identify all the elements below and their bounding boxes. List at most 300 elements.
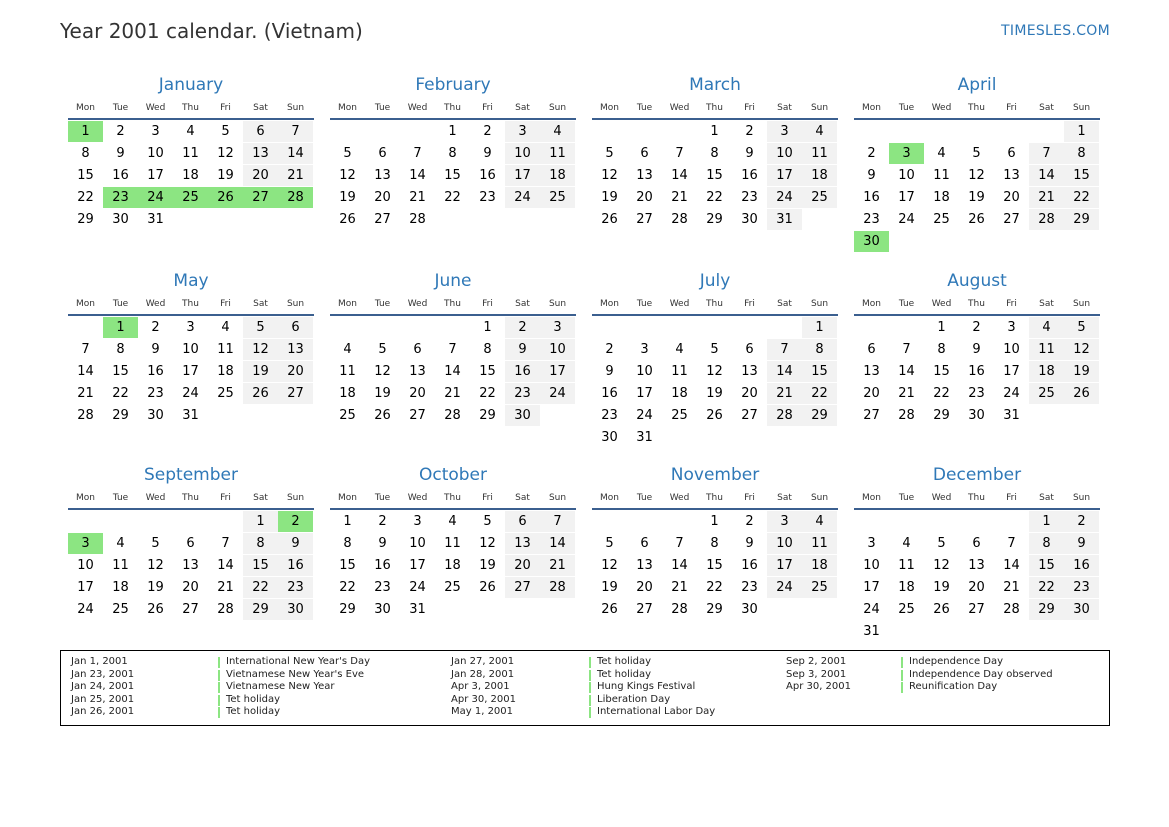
- day-cell[interactable]: 21: [767, 383, 802, 404]
- day-cell[interactable]: 31: [863, 624, 880, 639]
- day-cell[interactable]: 28: [1003, 602, 1020, 617]
- day-cell[interactable]: 11: [1029, 339, 1064, 360]
- day-cell[interactable]: 17: [636, 386, 653, 401]
- day-cell[interactable]: 29: [933, 408, 950, 423]
- day-cell[interactable]: 29: [243, 599, 278, 620]
- day-cell[interactable]: 5: [378, 342, 387, 357]
- day-cell[interactable]: 11: [444, 536, 461, 551]
- day-cell[interactable]: 14: [77, 364, 94, 379]
- day-cell[interactable]: 11: [802, 143, 837, 164]
- day-cell[interactable]: 20: [374, 190, 391, 205]
- day-cell[interactable]: 17: [182, 364, 199, 379]
- day-cell[interactable]: 29: [77, 212, 94, 227]
- day-cell[interactable]: 3: [186, 320, 195, 335]
- day-cell[interactable]: 21: [278, 165, 313, 186]
- day-cell[interactable]: 22: [444, 190, 461, 205]
- day-cell[interactable]: 27: [968, 602, 985, 617]
- day-cell[interactable]: 1: [1064, 121, 1099, 142]
- day-cell[interactable]: 6: [243, 121, 278, 142]
- day-cell[interactable]: 8: [802, 339, 837, 360]
- day-cell[interactable]: 7: [767, 339, 802, 360]
- day-cell[interactable]: 17: [898, 190, 915, 205]
- day-cell[interactable]: 6: [640, 536, 649, 551]
- day-cell[interactable]: 11: [898, 558, 915, 573]
- day-cell[interactable]: 8: [710, 536, 719, 551]
- site-logo[interactable]: TIMESLES.COM: [1001, 23, 1110, 39]
- day-cell[interactable]: 17: [863, 580, 880, 595]
- day-cell[interactable]: 27: [409, 408, 426, 423]
- day-cell[interactable]: 23: [741, 190, 758, 205]
- day-cell[interactable]: 24: [505, 187, 540, 208]
- day-cell[interactable]: 9: [378, 536, 387, 551]
- day-cell[interactable]: 15: [479, 364, 496, 379]
- day-cell[interactable]: 5: [972, 146, 981, 161]
- day-cell[interactable]: 24: [182, 386, 199, 401]
- day-cell[interactable]: 8: [1064, 143, 1099, 164]
- day-cell[interactable]: 21: [1003, 580, 1020, 595]
- day-cell[interactable]: 16: [968, 364, 985, 379]
- day-cell[interactable]: 9: [505, 339, 540, 360]
- day-cell[interactable]: 10: [409, 536, 426, 551]
- day-cell[interactable]: 23: [374, 580, 391, 595]
- day-cell[interactable]: 10: [863, 558, 880, 573]
- day-cell[interactable]: 11: [339, 364, 356, 379]
- day-cell[interactable]: 12: [479, 536, 496, 551]
- holiday-day-cell[interactable]: 3: [68, 533, 103, 554]
- day-cell[interactable]: 15: [1064, 165, 1099, 186]
- day-cell[interactable]: 27: [182, 602, 199, 617]
- day-cell[interactable]: 26: [601, 212, 618, 227]
- day-cell[interactable]: 19: [374, 386, 391, 401]
- day-cell[interactable]: 30: [601, 430, 618, 445]
- day-cell[interactable]: 8: [483, 342, 492, 357]
- day-cell[interactable]: 5: [151, 536, 160, 551]
- day-cell[interactable]: 11: [802, 533, 837, 554]
- day-cell[interactable]: 19: [933, 580, 950, 595]
- holiday-day-cell[interactable]: 24: [138, 187, 173, 208]
- day-cell[interactable]: 30: [741, 602, 758, 617]
- day-cell[interactable]: 2: [505, 317, 540, 338]
- day-cell[interactable]: 2: [1064, 511, 1099, 532]
- day-cell[interactable]: 31: [1003, 408, 1020, 423]
- day-cell[interactable]: 5: [343, 146, 352, 161]
- day-cell[interactable]: 5: [483, 514, 492, 529]
- day-cell[interactable]: 21: [409, 190, 426, 205]
- day-cell[interactable]: 28: [767, 405, 802, 426]
- day-cell[interactable]: 30: [505, 405, 540, 426]
- holiday-day-cell[interactable]: 30: [854, 231, 889, 252]
- day-cell[interactable]: 3: [867, 536, 876, 551]
- day-cell[interactable]: 18: [1029, 361, 1064, 382]
- day-cell[interactable]: 1: [710, 124, 719, 139]
- day-cell[interactable]: 31: [182, 408, 199, 423]
- day-cell[interactable]: 21: [671, 190, 688, 205]
- day-cell[interactable]: 18: [112, 580, 129, 595]
- day-cell[interactable]: 25: [339, 408, 356, 423]
- day-cell[interactable]: 29: [339, 602, 356, 617]
- day-cell[interactable]: 26: [968, 212, 985, 227]
- day-cell[interactable]: 30: [1064, 599, 1099, 620]
- day-cell[interactable]: 2: [116, 124, 125, 139]
- day-cell[interactable]: 12: [933, 558, 950, 573]
- day-cell[interactable]: 24: [1003, 386, 1020, 401]
- day-cell[interactable]: 19: [601, 190, 618, 205]
- day-cell[interactable]: 10: [540, 339, 575, 360]
- day-cell[interactable]: 7: [675, 146, 684, 161]
- holiday-day-cell[interactable]: 28: [278, 187, 313, 208]
- day-cell[interactable]: 4: [675, 342, 684, 357]
- day-cell[interactable]: 7: [221, 536, 230, 551]
- day-cell[interactable]: 10: [182, 342, 199, 357]
- holiday-day-cell[interactable]: 3: [889, 143, 924, 164]
- day-cell[interactable]: 8: [710, 146, 719, 161]
- day-cell[interactable]: 5: [1064, 317, 1099, 338]
- day-cell[interactable]: 25: [1029, 383, 1064, 404]
- day-cell[interactable]: 29: [706, 212, 723, 227]
- day-cell[interactable]: 29: [1029, 599, 1064, 620]
- day-cell[interactable]: 5: [221, 124, 230, 139]
- day-cell[interactable]: 17: [505, 165, 540, 186]
- day-cell[interactable]: 14: [898, 364, 915, 379]
- day-cell[interactable]: 7: [1007, 536, 1016, 551]
- day-cell[interactable]: 20: [741, 386, 758, 401]
- day-cell[interactable]: 18: [182, 168, 199, 183]
- day-cell[interactable]: 9: [278, 533, 313, 554]
- day-cell[interactable]: 17: [77, 580, 94, 595]
- day-cell[interactable]: 24: [77, 602, 94, 617]
- day-cell[interactable]: 23: [479, 190, 496, 205]
- day-cell[interactable]: 13: [1003, 168, 1020, 183]
- day-cell[interactable]: 20: [1003, 190, 1020, 205]
- day-cell[interactable]: 27: [636, 602, 653, 617]
- day-cell[interactable]: 16: [278, 555, 313, 576]
- day-cell[interactable]: 4: [802, 121, 837, 142]
- day-cell[interactable]: 20: [636, 580, 653, 595]
- day-cell[interactable]: 27: [1003, 212, 1020, 227]
- day-cell[interactable]: 21: [77, 386, 94, 401]
- day-cell[interactable]: 29: [802, 405, 837, 426]
- day-cell[interactable]: 13: [374, 168, 391, 183]
- day-cell[interactable]: 17: [540, 361, 575, 382]
- day-cell[interactable]: 27: [278, 383, 313, 404]
- day-cell[interactable]: 10: [77, 558, 94, 573]
- day-cell[interactable]: 6: [378, 146, 387, 161]
- day-cell[interactable]: 15: [1029, 555, 1064, 576]
- day-cell[interactable]: 16: [863, 190, 880, 205]
- day-cell[interactable]: 12: [601, 168, 618, 183]
- day-cell[interactable]: 11: [217, 342, 234, 357]
- day-cell[interactable]: 19: [968, 190, 985, 205]
- holiday-day-cell[interactable]: 25: [173, 187, 208, 208]
- day-cell[interactable]: 26: [601, 602, 618, 617]
- day-cell[interactable]: 16: [741, 558, 758, 573]
- day-cell[interactable]: 20: [182, 580, 199, 595]
- day-cell[interactable]: 16: [112, 168, 129, 183]
- day-cell[interactable]: 18: [802, 555, 837, 576]
- day-cell[interactable]: 14: [671, 558, 688, 573]
- day-cell[interactable]: 3: [151, 124, 160, 139]
- day-cell[interactable]: 27: [374, 212, 391, 227]
- day-cell[interactable]: 31: [636, 430, 653, 445]
- day-cell[interactable]: 9: [151, 342, 160, 357]
- day-cell[interactable]: 13: [182, 558, 199, 573]
- day-cell[interactable]: 18: [540, 165, 575, 186]
- day-cell[interactable]: 15: [243, 555, 278, 576]
- day-cell[interactable]: 20: [278, 361, 313, 382]
- day-cell[interactable]: 28: [409, 212, 426, 227]
- day-cell[interactable]: 10: [636, 364, 653, 379]
- day-cell[interactable]: 13: [863, 364, 880, 379]
- day-cell[interactable]: 15: [112, 364, 129, 379]
- day-cell[interactable]: 14: [278, 143, 313, 164]
- day-cell[interactable]: 31: [767, 209, 802, 230]
- day-cell[interactable]: 1: [710, 514, 719, 529]
- day-cell[interactable]: 2: [745, 124, 754, 139]
- day-cell[interactable]: 19: [479, 558, 496, 573]
- day-cell[interactable]: 18: [217, 364, 234, 379]
- day-cell[interactable]: 26: [479, 580, 496, 595]
- day-cell[interactable]: 30: [112, 212, 129, 227]
- day-cell[interactable]: 2: [745, 514, 754, 529]
- day-cell[interactable]: 29: [479, 408, 496, 423]
- day-cell[interactable]: 9: [972, 342, 981, 357]
- day-cell[interactable]: 2: [483, 124, 492, 139]
- day-cell[interactable]: 16: [374, 558, 391, 573]
- day-cell[interactable]: 28: [77, 408, 94, 423]
- day-cell[interactable]: 26: [374, 408, 391, 423]
- day-cell[interactable]: 8: [343, 536, 352, 551]
- day-cell[interactable]: 7: [448, 342, 457, 357]
- day-cell[interactable]: 25: [802, 187, 837, 208]
- day-cell[interactable]: 15: [339, 558, 356, 573]
- day-cell[interactable]: 7: [540, 511, 575, 532]
- day-cell[interactable]: 16: [505, 361, 540, 382]
- day-cell[interactable]: 10: [767, 533, 802, 554]
- day-cell[interactable]: 21: [217, 580, 234, 595]
- day-cell[interactable]: 29: [1064, 209, 1099, 230]
- day-cell[interactable]: 29: [706, 602, 723, 617]
- day-cell[interactable]: 4: [802, 511, 837, 532]
- day-cell[interactable]: 3: [505, 121, 540, 142]
- day-cell[interactable]: 9: [483, 146, 492, 161]
- day-cell[interactable]: 28: [671, 602, 688, 617]
- day-cell[interactable]: 8: [937, 342, 946, 357]
- day-cell[interactable]: 17: [1003, 364, 1020, 379]
- day-cell[interactable]: 20: [243, 165, 278, 186]
- day-cell[interactable]: 20: [863, 386, 880, 401]
- day-cell[interactable]: 27: [863, 408, 880, 423]
- day-cell[interactable]: 10: [505, 143, 540, 164]
- day-cell[interactable]: 8: [81, 146, 90, 161]
- day-cell[interactable]: 14: [671, 168, 688, 183]
- day-cell[interactable]: 18: [802, 165, 837, 186]
- day-cell[interactable]: 1: [802, 317, 837, 338]
- day-cell[interactable]: 20: [636, 190, 653, 205]
- day-cell[interactable]: 11: [671, 364, 688, 379]
- day-cell[interactable]: 4: [1029, 317, 1064, 338]
- day-cell[interactable]: 2: [867, 146, 876, 161]
- day-cell[interactable]: 25: [671, 408, 688, 423]
- day-cell[interactable]: 1: [1029, 511, 1064, 532]
- day-cell[interactable]: 19: [601, 580, 618, 595]
- day-cell[interactable]: 21: [1029, 187, 1064, 208]
- day-cell[interactable]: 8: [1029, 533, 1064, 554]
- day-cell[interactable]: 12: [147, 558, 164, 573]
- day-cell[interactable]: 10: [898, 168, 915, 183]
- day-cell[interactable]: 6: [972, 536, 981, 551]
- day-cell[interactable]: 27: [505, 577, 540, 598]
- day-cell[interactable]: 4: [937, 146, 946, 161]
- day-cell[interactable]: 14: [1003, 558, 1020, 573]
- day-cell[interactable]: 13: [278, 339, 313, 360]
- day-cell[interactable]: 3: [540, 317, 575, 338]
- day-cell[interactable]: 2: [605, 342, 614, 357]
- day-cell[interactable]: 22: [706, 190, 723, 205]
- day-cell[interactable]: 8: [448, 146, 457, 161]
- day-cell[interactable]: 15: [933, 364, 950, 379]
- day-cell[interactable]: 21: [444, 386, 461, 401]
- day-cell[interactable]: 4: [448, 514, 457, 529]
- day-cell[interactable]: 15: [706, 168, 723, 183]
- day-cell[interactable]: 6: [867, 342, 876, 357]
- day-cell[interactable]: 17: [409, 558, 426, 573]
- day-cell[interactable]: 28: [217, 602, 234, 617]
- day-cell[interactable]: 13: [968, 558, 985, 573]
- day-cell[interactable]: 6: [505, 511, 540, 532]
- day-cell[interactable]: 30: [278, 599, 313, 620]
- day-cell[interactable]: 27: [741, 408, 758, 423]
- day-cell[interactable]: 22: [339, 580, 356, 595]
- day-cell[interactable]: 9: [745, 536, 754, 551]
- day-cell[interactable]: 11: [112, 558, 129, 573]
- day-cell[interactable]: 15: [444, 168, 461, 183]
- day-cell[interactable]: 31: [409, 602, 426, 617]
- day-cell[interactable]: 12: [243, 339, 278, 360]
- day-cell[interactable]: 3: [1007, 320, 1016, 335]
- day-cell[interactable]: 12: [374, 364, 391, 379]
- day-cell[interactable]: 28: [444, 408, 461, 423]
- day-cell[interactable]: 31: [147, 212, 164, 227]
- day-cell[interactable]: 3: [767, 121, 802, 142]
- holiday-day-cell[interactable]: 27: [243, 187, 278, 208]
- day-cell[interactable]: 28: [671, 212, 688, 227]
- day-cell[interactable]: 25: [112, 602, 129, 617]
- day-cell[interactable]: 9: [745, 146, 754, 161]
- day-cell[interactable]: 23: [601, 408, 618, 423]
- day-cell[interactable]: 6: [745, 342, 754, 357]
- day-cell[interactable]: 27: [636, 212, 653, 227]
- day-cell[interactable]: 26: [706, 408, 723, 423]
- day-cell[interactable]: 5: [937, 536, 946, 551]
- day-cell[interactable]: 11: [182, 146, 199, 161]
- day-cell[interactable]: 21: [540, 555, 575, 576]
- day-cell[interactable]: 22: [243, 577, 278, 598]
- day-cell[interactable]: 18: [933, 190, 950, 205]
- day-cell[interactable]: 22: [479, 386, 496, 401]
- day-cell[interactable]: 26: [147, 602, 164, 617]
- day-cell[interactable]: 23: [278, 577, 313, 598]
- day-cell[interactable]: 4: [186, 124, 195, 139]
- day-cell[interactable]: 20: [409, 386, 426, 401]
- day-cell[interactable]: 16: [1064, 555, 1099, 576]
- day-cell[interactable]: 29: [112, 408, 129, 423]
- day-cell[interactable]: 7: [413, 146, 422, 161]
- day-cell[interactable]: 7: [675, 536, 684, 551]
- day-cell[interactable]: 12: [601, 558, 618, 573]
- day-cell[interactable]: 4: [343, 342, 352, 357]
- day-cell[interactable]: 19: [217, 168, 234, 183]
- day-cell[interactable]: 4: [221, 320, 230, 335]
- day-cell[interactable]: 13: [636, 558, 653, 573]
- day-cell[interactable]: 25: [540, 187, 575, 208]
- day-cell[interactable]: 13: [636, 168, 653, 183]
- day-cell[interactable]: 17: [767, 555, 802, 576]
- day-cell[interactable]: 23: [741, 580, 758, 595]
- day-cell[interactable]: 26: [1064, 383, 1099, 404]
- day-cell[interactable]: 24: [636, 408, 653, 423]
- day-cell[interactable]: 2: [972, 320, 981, 335]
- day-cell[interactable]: 4: [902, 536, 911, 551]
- day-cell[interactable]: 6: [1007, 146, 1016, 161]
- day-cell[interactable]: 1: [483, 320, 492, 335]
- day-cell[interactable]: 14: [767, 361, 802, 382]
- day-cell[interactable]: 11: [933, 168, 950, 183]
- day-cell[interactable]: 9: [605, 364, 614, 379]
- day-cell[interactable]: 22: [112, 386, 129, 401]
- day-cell[interactable]: 16: [741, 168, 758, 183]
- day-cell[interactable]: 26: [339, 212, 356, 227]
- holiday-day-cell[interactable]: 2: [278, 511, 313, 532]
- day-cell[interactable]: 14: [409, 168, 426, 183]
- day-cell[interactable]: 24: [898, 212, 915, 227]
- day-cell[interactable]: 12: [217, 146, 234, 161]
- day-cell[interactable]: 15: [802, 361, 837, 382]
- day-cell[interactable]: 19: [243, 361, 278, 382]
- day-cell[interactable]: 5: [605, 146, 614, 161]
- day-cell[interactable]: 1: [243, 511, 278, 532]
- day-cell[interactable]: 19: [706, 386, 723, 401]
- day-cell[interactable]: 25: [444, 580, 461, 595]
- day-cell[interactable]: 28: [540, 577, 575, 598]
- day-cell[interactable]: 16: [601, 386, 618, 401]
- day-cell[interactable]: 24: [863, 602, 880, 617]
- day-cell[interactable]: 3: [413, 514, 422, 529]
- day-cell[interactable]: 14: [217, 558, 234, 573]
- day-cell[interactable]: 2: [378, 514, 387, 529]
- day-cell[interactable]: 9: [1064, 533, 1099, 554]
- day-cell[interactable]: 22: [1064, 187, 1099, 208]
- day-cell[interactable]: 26: [933, 602, 950, 617]
- day-cell[interactable]: 12: [706, 364, 723, 379]
- day-cell[interactable]: 17: [147, 168, 164, 183]
- day-cell[interactable]: 15: [77, 168, 94, 183]
- day-cell[interactable]: 19: [339, 190, 356, 205]
- day-cell[interactable]: 22: [802, 383, 837, 404]
- day-cell[interactable]: 8: [243, 533, 278, 554]
- day-cell[interactable]: 14: [1029, 165, 1064, 186]
- day-cell[interactable]: 28: [898, 408, 915, 423]
- day-cell[interactable]: 30: [374, 602, 391, 617]
- day-cell[interactable]: 22: [1029, 577, 1064, 598]
- day-cell[interactable]: 22: [933, 386, 950, 401]
- day-cell[interactable]: 21: [671, 580, 688, 595]
- day-cell[interactable]: 11: [540, 143, 575, 164]
- day-cell[interactable]: 3: [640, 342, 649, 357]
- day-cell[interactable]: 9: [116, 146, 125, 161]
- day-cell[interactable]: 10: [147, 146, 164, 161]
- day-cell[interactable]: 7: [1029, 143, 1064, 164]
- day-cell[interactable]: 13: [409, 364, 426, 379]
